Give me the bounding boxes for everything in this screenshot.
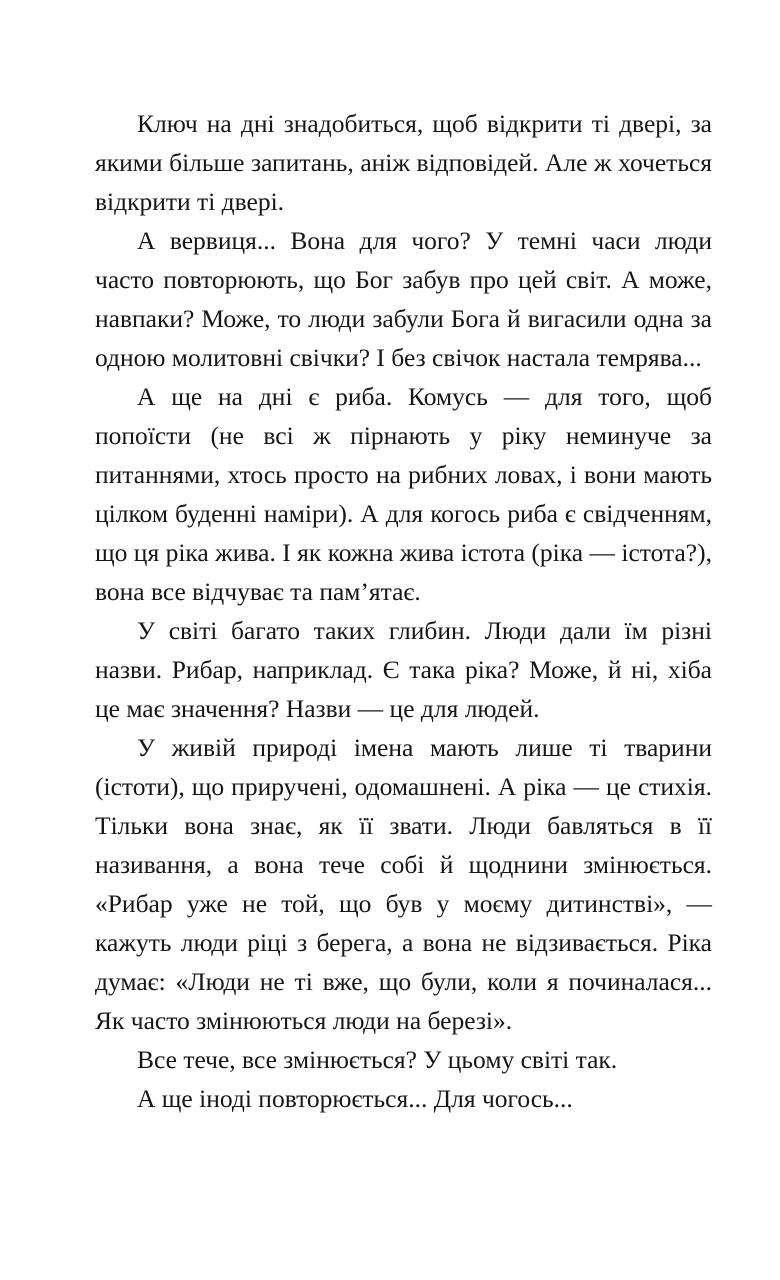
- paragraph: Все тече, все змінюється? У цьому світі так.: [137, 1045, 618, 1074]
- paragraph: У світі багато таких глибин. Люди дали їм різні назви. Рибар, наприклад. Є така ріка? Може, й ні, хіба це має значення? Назви — це для людей.: [95, 616, 712, 723]
- paragraph: Ключ на дні знадобиться, щоб відкрити ті двері, за якими більше запитань, аніж відповідей. Але ж хочеться відкрити ті двері.: [95, 109, 712, 216]
- paragraph: А ще іноді повторюється... Для чогось...: [137, 1084, 573, 1113]
- paragraph: У живій природі імена мають лише ті тварини (істоти), що приручені, одомашнені. А ріка — це стихія. Тільки вона знає, як її звати. Люди бавляться в її називання, а вона тече собі й щоднини змінюється. «Рибар уже не той, що був у моєму дитинстві», — кажуть люди ріці з берега, а вона не відзивається. Ріка думає: «Люди не ті вже, що були, коли я починалася... Як часто змінюються люди на березі».: [95, 733, 712, 1035]
- paragraph: А вервиця... Вона для чого? У темні часи люди часто повторюють, що Бог забув про цей світ. А може, навпаки? Може, то люди забули Бога й вигасили одна за одною молитовні свічки? І без свічок настала темрява...: [95, 226, 712, 372]
- paragraph: А ще на дні є риба. Комусь — для того, щоб попоїсти (не всі ж пірнають у ріку неминуче за питаннями, хтось просто на рибних ловах, і вони мають цілком буденні наміри). А для когось риба є свідченням, що ця ріка жива. І як кожна жива істота (ріка — істота?), вона все відчуває та пам’ятає.: [95, 382, 712, 606]
